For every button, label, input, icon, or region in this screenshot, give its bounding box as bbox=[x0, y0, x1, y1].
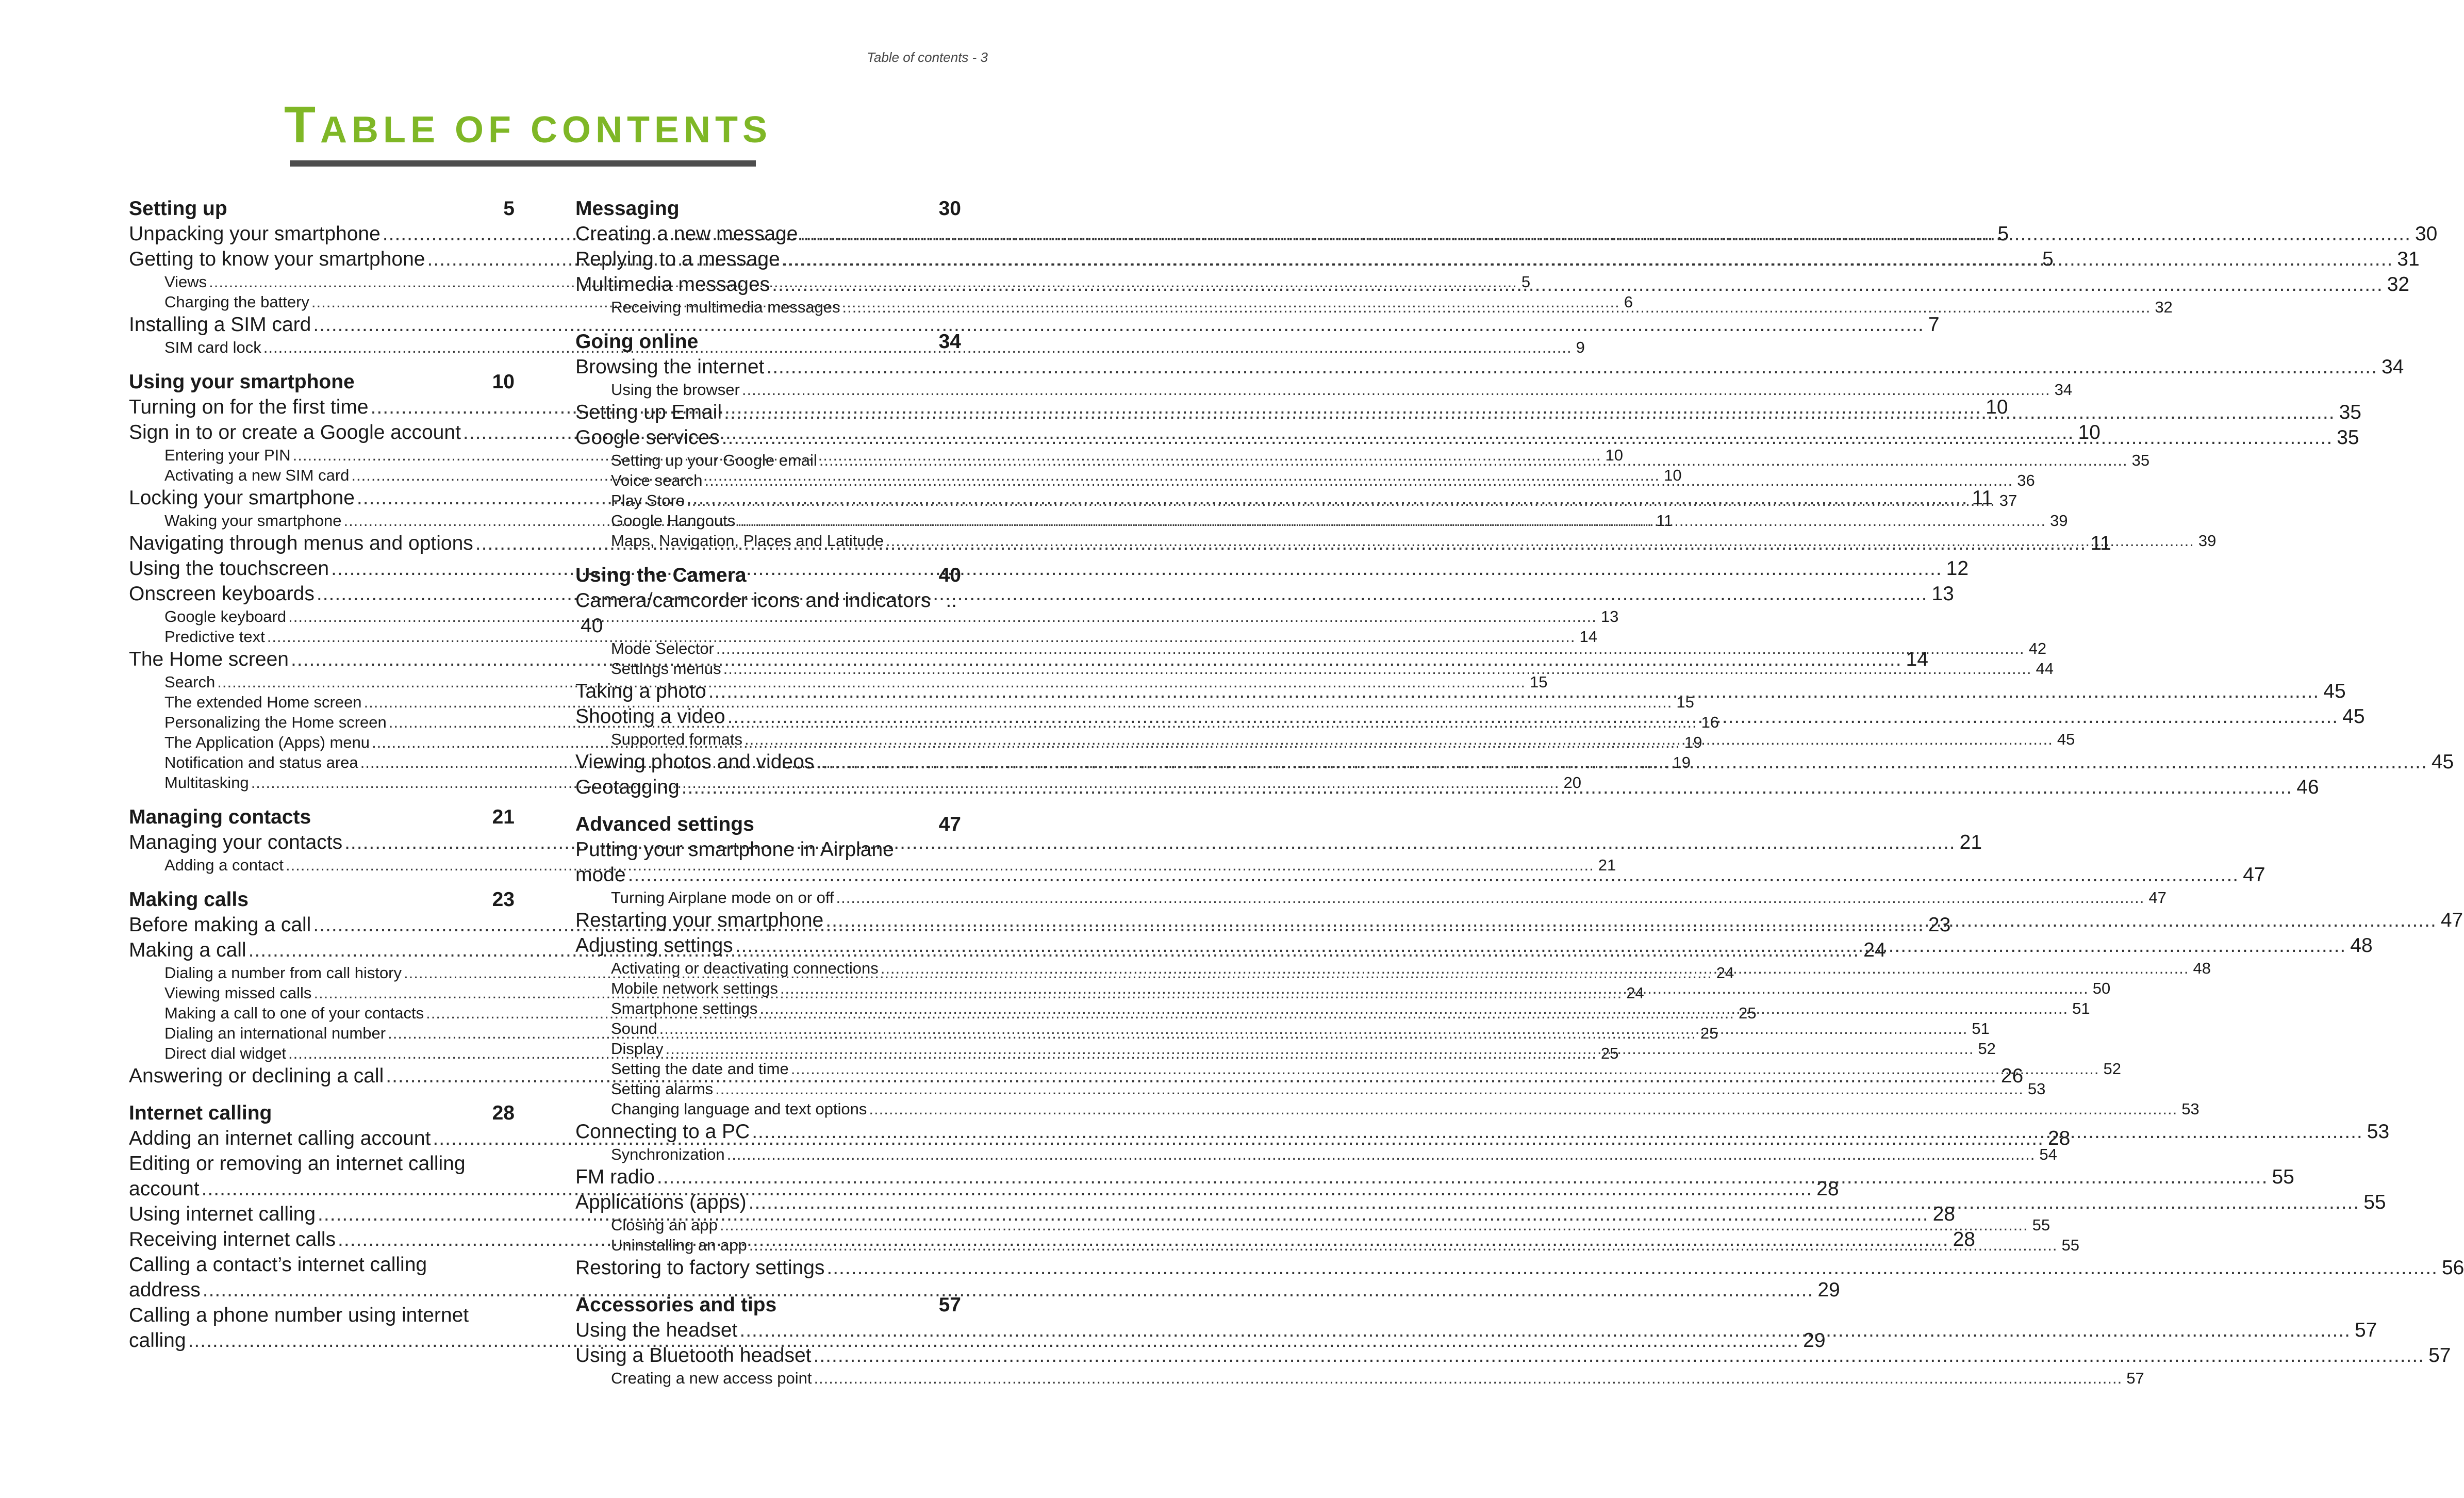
entry-title: Settings menus bbox=[611, 660, 721, 678]
dot-leader bbox=[666, 1039, 1974, 1059]
entry-title: Dialing a number from call history bbox=[164, 964, 402, 982]
page-number: 36 bbox=[2017, 471, 2035, 489]
page-number: 55 bbox=[2272, 1166, 2294, 1188]
page-number: 14 bbox=[1906, 648, 1928, 670]
entry-title: Using your smartphone bbox=[129, 371, 355, 393]
dot-leader bbox=[705, 470, 2013, 490]
toc-entry[interactable] bbox=[575, 887, 2167, 908]
page-number: 10 bbox=[1664, 466, 1682, 484]
page-number: 11 bbox=[1656, 512, 1673, 530]
page-number: 45 bbox=[2057, 730, 2075, 748]
page-number: 11 bbox=[1972, 487, 1993, 509]
entry-title: Predictive text bbox=[164, 628, 265, 646]
page-number: 53 bbox=[2367, 1121, 2390, 1143]
entry-title: Managing your contacts bbox=[129, 831, 343, 853]
dot-leader bbox=[800, 221, 2411, 246]
entry-title: Maps, Navigation, Places and Latitude bbox=[611, 532, 884, 550]
entry-title: Answering or declining a call bbox=[129, 1065, 384, 1087]
entry-title: Using the headset bbox=[575, 1319, 738, 1341]
page-number: 39 bbox=[2050, 512, 2068, 530]
entry-title: Adding an internet calling account bbox=[129, 1127, 431, 1149]
toc-entry[interactable] bbox=[575, 1215, 2050, 1235]
dot-leader bbox=[814, 1343, 2425, 1368]
page-number: 21 bbox=[1959, 831, 1982, 853]
entry-title: Geotagging bbox=[575, 776, 680, 798]
page-number: 19 bbox=[1673, 753, 1691, 771]
dot-leader bbox=[842, 297, 2151, 317]
toc-entry[interactable] bbox=[575, 272, 2410, 297]
dot-leader bbox=[716, 638, 2025, 659]
page-number: 21 bbox=[1598, 856, 1616, 874]
entry-title: Entering your PIN bbox=[164, 446, 291, 464]
toc-section-entry[interactable] bbox=[575, 196, 961, 221]
page-number: 32 bbox=[2387, 273, 2410, 295]
entry-title-end: calling bbox=[129, 1329, 186, 1352]
entry-title: Personalizing the Home screen bbox=[164, 713, 387, 731]
entry-title: Advanced settings bbox=[575, 813, 754, 835]
entry-title: Internet calling bbox=[129, 1102, 272, 1124]
page-number: 40 bbox=[938, 564, 961, 586]
dot-leader bbox=[708, 679, 2320, 704]
entry-title: Activating a new SIM card bbox=[164, 466, 350, 484]
entry-title: Setting the date and time bbox=[611, 1060, 789, 1078]
dot-leader bbox=[752, 1119, 2363, 1144]
page-number: 28 bbox=[1816, 1178, 1839, 1200]
entry-title: Activating or deactivating connections bbox=[611, 959, 879, 977]
entry-title: Making a call bbox=[129, 939, 246, 961]
page-number: 52 bbox=[2103, 1060, 2121, 1078]
page-number: 48 bbox=[2350, 934, 2373, 957]
page-number: 53 bbox=[2027, 1080, 2046, 1098]
dot-leader bbox=[727, 1144, 2036, 1164]
entry-title: Creating a new access point bbox=[611, 1369, 812, 1387]
dot-leader bbox=[715, 1079, 2024, 1099]
page-number: 29 bbox=[1817, 1279, 1840, 1301]
entry-title-line1: Editing or removing an internet calling bbox=[129, 1153, 466, 1175]
dot-leader bbox=[682, 775, 2293, 800]
title-underline bbox=[290, 160, 756, 167]
page-number: 47 bbox=[938, 813, 961, 835]
entry-title: Before making a call bbox=[129, 914, 311, 936]
entry-title: Going online bbox=[575, 331, 699, 353]
page-number: 24 bbox=[1626, 984, 1644, 1002]
entry-title: Sign in to or create a Google account bbox=[129, 421, 461, 443]
dot-leader bbox=[881, 958, 2189, 978]
page-number: 44 bbox=[2036, 660, 2054, 678]
page-number: 32 bbox=[2155, 298, 2173, 316]
page-number: 5 bbox=[503, 197, 515, 220]
toc-entry[interactable] bbox=[575, 221, 2438, 246]
entry-title: Unpacking your smartphone bbox=[129, 223, 381, 245]
entry-title: Viewing missed calls bbox=[164, 984, 312, 1002]
page-number: 29 bbox=[1803, 1329, 1826, 1352]
entry-title: Accessories and tips bbox=[575, 1294, 777, 1316]
dot-leader bbox=[657, 1164, 2268, 1190]
page-number: 20 bbox=[1563, 773, 1581, 792]
dot-leader bbox=[722, 425, 2333, 450]
page-number: 39 bbox=[2198, 532, 2217, 550]
entry-title: Locking your smartphone bbox=[129, 487, 355, 509]
page-number: 14 bbox=[1579, 628, 1597, 646]
dot-leader bbox=[886, 531, 2194, 551]
entry-title: Replying to a message bbox=[575, 248, 780, 270]
page-number: 55 bbox=[2032, 1216, 2050, 1234]
toc-section-entry[interactable] bbox=[575, 329, 961, 354]
page-number: 55 bbox=[2363, 1191, 2386, 1213]
dot-leader bbox=[836, 887, 2145, 908]
page-number: 47 bbox=[2148, 888, 2167, 907]
entry-title: SIM card lock bbox=[164, 338, 261, 356]
entry-title: Synchronization bbox=[611, 1145, 725, 1163]
entry-title: Supported formats bbox=[611, 730, 743, 748]
page-number: 40 bbox=[581, 615, 603, 637]
page-number: 28 bbox=[1953, 1228, 1975, 1250]
entry-title: Creating a new message bbox=[575, 223, 798, 245]
page-number: 15 bbox=[1530, 673, 1548, 691]
entry-title: Using a Bluetooth headset bbox=[575, 1344, 812, 1367]
entry-title: Smartphone settings bbox=[611, 999, 758, 1017]
entry-title: Making a call to one of your contacts bbox=[164, 1004, 424, 1022]
entry-title: Changing language and text options bbox=[611, 1100, 867, 1118]
toc-entry[interactable] bbox=[129, 312, 1940, 337]
entry-title: Shooting a video bbox=[575, 705, 725, 728]
dot-leader bbox=[749, 1235, 2058, 1255]
toc-section-entry[interactable] bbox=[575, 563, 961, 588]
page-number: 28 bbox=[1932, 1203, 1955, 1225]
toc-entry[interactable] bbox=[575, 1368, 2144, 1388]
page-number: 26 bbox=[2000, 1065, 2024, 1087]
page-number: 24 bbox=[1716, 964, 1734, 982]
page-number: 23 bbox=[1928, 914, 1951, 936]
entry-title: Google keyboard bbox=[164, 607, 287, 625]
toc-entry[interactable] bbox=[575, 1099, 2200, 1119]
page-number: 30 bbox=[938, 197, 961, 220]
entry-title: Restoring to factory settings bbox=[575, 1257, 825, 1279]
entry-title: Turning on for the first time bbox=[129, 396, 369, 418]
entry-title: Adjusting settings bbox=[575, 934, 733, 957]
toc-entry[interactable] bbox=[575, 246, 2420, 272]
page-number: 28 bbox=[492, 1102, 515, 1124]
page-number: 5 bbox=[1521, 273, 1531, 291]
dot-leader bbox=[735, 933, 2346, 958]
dot-leader bbox=[742, 380, 2050, 400]
entry-title: Mobile network settings bbox=[611, 979, 778, 997]
toc-entry[interactable] bbox=[575, 1343, 2451, 1368]
dot-leader bbox=[766, 354, 2377, 380]
toc-section-entry[interactable] bbox=[129, 1100, 515, 1126]
page-number: 5 bbox=[2042, 248, 2054, 270]
page-number: 47 bbox=[2243, 864, 2265, 886]
page-number: 45 bbox=[2323, 680, 2346, 702]
page-number: 24 bbox=[1863, 939, 1886, 961]
entry-title: Messaging bbox=[575, 197, 680, 220]
entry-title: Sound bbox=[611, 1019, 657, 1038]
page-number: 56 bbox=[2441, 1257, 2464, 1279]
entry-title: Using internet calling bbox=[129, 1203, 316, 1225]
entry-title: Making calls bbox=[129, 888, 249, 911]
dot-leader bbox=[749, 1190, 2360, 1215]
page-number: 57 bbox=[2126, 1369, 2144, 1387]
toc-entry[interactable] bbox=[575, 1255, 2464, 1280]
page-number: 54 bbox=[2039, 1145, 2057, 1163]
page-number: 13 bbox=[1931, 583, 1954, 605]
entry-title: Mode Selector bbox=[611, 639, 714, 657]
entry-title: Google services bbox=[575, 426, 720, 449]
dot-leader bbox=[727, 704, 2339, 729]
entry-title: The Application (Apps) menu bbox=[164, 733, 370, 751]
page-number: 45 bbox=[2431, 751, 2454, 773]
entry-title: Viewing photos and videos bbox=[575, 751, 815, 773]
dot-leader bbox=[724, 400, 2335, 425]
dot-leader bbox=[782, 246, 2393, 272]
toc-entry[interactable] bbox=[575, 297, 2173, 317]
entry-title: Receiving multimedia messages bbox=[611, 298, 840, 316]
page-number: 30 bbox=[2415, 223, 2438, 245]
entry-title: Direct dial widget bbox=[164, 1044, 287, 1062]
entry-title: Setting up bbox=[129, 197, 227, 220]
entry-title: Using the touchscreen bbox=[129, 557, 329, 580]
page-number: 31 bbox=[2397, 248, 2420, 270]
entry-title: FM radio bbox=[575, 1166, 655, 1188]
title-rest: ABLE OF CONTENTS bbox=[320, 109, 772, 151]
toc-entry[interactable] bbox=[575, 1144, 2057, 1164]
entry-title: Display bbox=[611, 1040, 664, 1058]
page-number: 51 bbox=[1972, 1019, 1990, 1038]
entry-title: Google Hangouts bbox=[611, 512, 736, 530]
entry-title: Managing contacts bbox=[129, 806, 311, 828]
dot-leader bbox=[331, 556, 1942, 581]
page-number: 50 bbox=[2092, 979, 2111, 997]
page-number: 7 bbox=[1928, 314, 1940, 336]
title-initial: T bbox=[284, 96, 321, 154]
page-number: 5 bbox=[1997, 223, 2009, 245]
entry-title-line2 bbox=[129, 1277, 1840, 1303]
entry-title: Restarting your smartphone bbox=[575, 909, 824, 931]
toc-section-entry[interactable] bbox=[575, 812, 961, 837]
toc-entry[interactable] bbox=[575, 354, 2404, 380]
entry-title: Browsing the internet bbox=[575, 356, 765, 378]
entry-title: Onscreen keyboards bbox=[129, 583, 315, 605]
entry-title: Dialing an international number bbox=[164, 1024, 386, 1042]
page-number: 35 bbox=[2337, 426, 2359, 449]
toc-section-entry[interactable] bbox=[129, 887, 515, 912]
entry-title: Adding a contact bbox=[164, 856, 284, 874]
page-number: 34 bbox=[938, 331, 961, 353]
entry-title: Using the Camera bbox=[575, 564, 747, 586]
entry-title: Getting to know your smartphone bbox=[129, 248, 425, 270]
toc-section-entry[interactable] bbox=[575, 1292, 961, 1318]
dot-leader bbox=[317, 581, 1928, 606]
entry-title-end: account bbox=[129, 1178, 200, 1200]
entry-title: Closing an app bbox=[611, 1216, 718, 1234]
entry-title: Navigating through menus and options bbox=[129, 532, 473, 554]
dot-leader bbox=[791, 1059, 2099, 1079]
page-number: 35 bbox=[2339, 401, 2361, 423]
dot-leader bbox=[628, 862, 2239, 887]
page-number: 52 bbox=[1978, 1040, 1996, 1058]
toc-section-entry[interactable] bbox=[129, 804, 515, 830]
toc-entry[interactable] bbox=[575, 380, 2073, 400]
entry-title: The Home screen bbox=[129, 648, 289, 670]
dot-leader bbox=[203, 1277, 1814, 1303]
entry-title: Setting up Email bbox=[575, 401, 722, 423]
page-number: 28 bbox=[2047, 1127, 2071, 1149]
entry-title: Voice search bbox=[611, 471, 703, 489]
entry-title: Setting alarms bbox=[611, 1080, 714, 1098]
page-number: 34 bbox=[2381, 356, 2404, 378]
page-number: 6 bbox=[1624, 293, 1633, 311]
entry-title-line1: Calling a contact’s internet calling bbox=[129, 1254, 427, 1276]
page-number: 25 bbox=[1700, 1024, 1718, 1042]
page-number: 57 bbox=[938, 1294, 961, 1316]
entry-title: Views bbox=[164, 273, 207, 291]
page-number: 57 bbox=[2428, 1344, 2451, 1367]
page-number: 47 bbox=[2440, 909, 2463, 931]
page-number: 37 bbox=[1999, 491, 2017, 509]
dot-leader bbox=[723, 659, 2032, 679]
dot-leader bbox=[745, 729, 2053, 749]
toc-entry[interactable] bbox=[129, 692, 1694, 712]
toc-entry[interactable] bbox=[575, 588, 961, 638]
page-number: 57 bbox=[2354, 1319, 2377, 1341]
page-number: 45 bbox=[2342, 705, 2365, 728]
entry-title: Multimedia messages bbox=[575, 273, 770, 295]
dot-leader bbox=[737, 511, 2046, 531]
page-number: 10 bbox=[2078, 421, 2101, 443]
entry-title: Notification and status area bbox=[164, 753, 358, 771]
dot-leader bbox=[659, 1018, 1968, 1039]
page-number: 25 bbox=[1600, 1044, 1619, 1062]
page-number: 55 bbox=[2061, 1236, 2079, 1254]
entry-title: Charging the battery bbox=[164, 293, 309, 311]
page-number: 19 bbox=[1684, 733, 1702, 751]
entry-title: Installing a SIM card bbox=[129, 314, 311, 336]
dot-leader bbox=[687, 490, 1995, 511]
page-number: 35 bbox=[2131, 451, 2150, 469]
page-number: 46 bbox=[2296, 776, 2319, 798]
running-header: Table of contents - 3 bbox=[867, 50, 988, 65]
entry-title: Play Store bbox=[611, 491, 685, 509]
dot-leader bbox=[814, 1368, 2122, 1388]
dot-leader bbox=[772, 272, 2383, 297]
entry-title: The extended Home screen bbox=[164, 693, 362, 711]
page-number: 9 bbox=[1576, 338, 1585, 356]
page-number: 16 bbox=[1701, 713, 1719, 731]
page-number: 25 bbox=[1738, 1004, 1757, 1022]
page-number: 23 bbox=[492, 888, 515, 911]
entry-first-line bbox=[575, 588, 961, 613]
page-number: 42 bbox=[2028, 639, 2047, 657]
entry-title: Applications (apps) bbox=[575, 1191, 747, 1213]
dot-leader bbox=[826, 1255, 2438, 1280]
entry-title-line1: Putting your smartphone in Airplane bbox=[575, 838, 894, 861]
page-number: 10 bbox=[1986, 396, 2008, 418]
entry-title-end: mode bbox=[575, 864, 626, 886]
page-number: 11 bbox=[2090, 532, 2111, 554]
toc-entry[interactable] bbox=[129, 627, 1597, 647]
page-number: 21 bbox=[492, 806, 515, 828]
entry-title: Turning Airplane mode on or off bbox=[611, 888, 834, 907]
page-number: 48 bbox=[2193, 959, 2211, 977]
page-number: 10 bbox=[492, 371, 515, 393]
dot-leader bbox=[780, 978, 2089, 998]
dot-leader bbox=[816, 749, 2427, 775]
page-number: 53 bbox=[2181, 1100, 2200, 1118]
entry-title: Camera/camcorder icons and indicators bbox=[575, 589, 931, 612]
entry-title: Setting up your Google email bbox=[611, 451, 817, 469]
entry-title-line1: Calling a phone number using internet bbox=[129, 1304, 469, 1326]
dot-leader bbox=[759, 998, 2068, 1018]
dot-leader bbox=[819, 450, 2128, 470]
toc-section-entry[interactable] bbox=[129, 196, 515, 221]
entry-title: Using the browser bbox=[611, 381, 740, 399]
entry-title: Taking a photo bbox=[575, 680, 706, 702]
page-number: 13 bbox=[1600, 607, 1619, 625]
dot-leader bbox=[825, 908, 2437, 933]
entry-title: Waking your smartphone bbox=[164, 512, 342, 530]
entry-title: Search bbox=[164, 673, 216, 691]
entry-title: Uninstalling an app bbox=[611, 1236, 747, 1254]
dot-leader bbox=[869, 1099, 2177, 1119]
dot-leader: .. bbox=[946, 589, 957, 612]
entry-title-end: address bbox=[129, 1279, 201, 1301]
page-number: 10 bbox=[1605, 446, 1623, 464]
dot-leader bbox=[720, 1215, 2028, 1235]
page-number: 15 bbox=[1676, 693, 1694, 711]
page-number: 12 bbox=[1946, 557, 1969, 580]
toc-entry[interactable] bbox=[575, 1079, 2046, 1099]
page-number: 34 bbox=[2054, 381, 2073, 399]
entry-title: Multitasking bbox=[164, 773, 249, 792]
page-title bbox=[0, 95, 1056, 155]
page-number: 51 bbox=[2072, 999, 2090, 1017]
entry-title: Receiving internet calls bbox=[129, 1228, 336, 1250]
entry-title: Connecting to a PC bbox=[575, 1121, 750, 1143]
dot-leader bbox=[739, 1318, 2351, 1343]
toc-section-entry[interactable] bbox=[129, 369, 515, 394]
